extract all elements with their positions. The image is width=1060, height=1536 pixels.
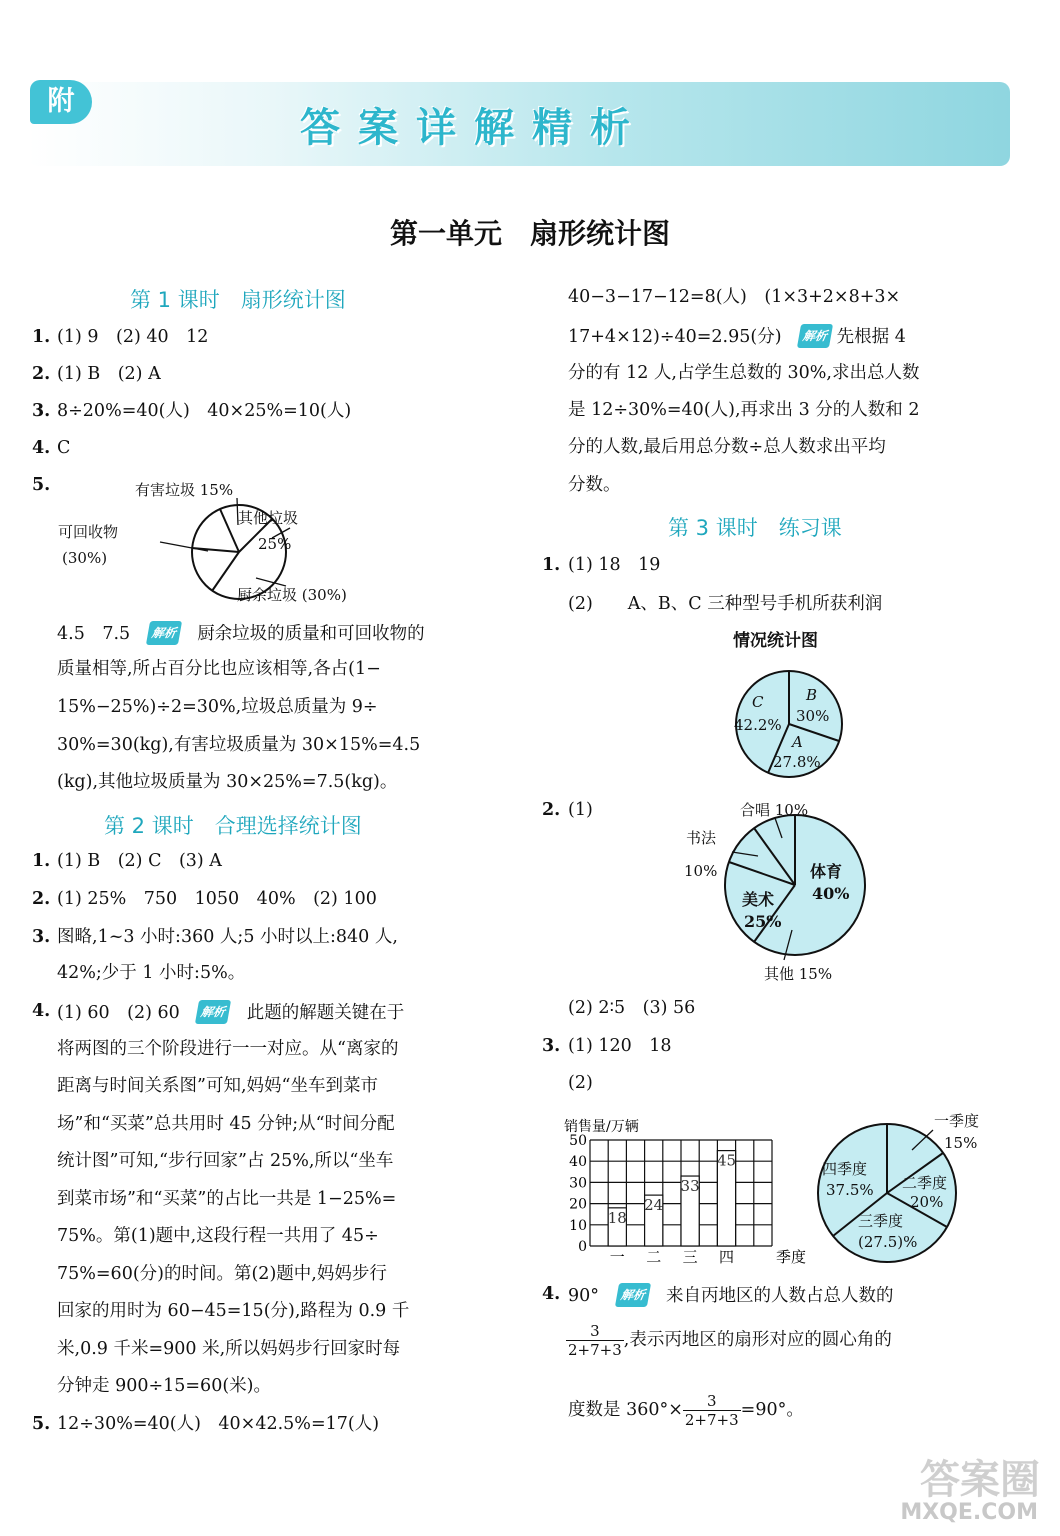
analysis-line: 将两图的三个阶段进行一一对应。从“离家的: [57, 1039, 399, 1059]
pie-label-q3: 三季度: [858, 1212, 904, 1230]
answer-text: [568, 1283, 894, 1307]
q-number: 4.: [32, 1001, 51, 1021]
fraction-denominator: 2+7+3: [568, 1341, 622, 1359]
q-number: 4.: [542, 1284, 561, 1304]
analysis-line: 统计图”可知,“步行回家”占 25%,所以“坐车: [57, 1151, 394, 1171]
analysis-tag: 解析: [146, 621, 182, 645]
q-number: 5.: [32, 1414, 51, 1434]
pie-label-q2: 二季度: [902, 1174, 948, 1192]
x-tick-label: 二: [646, 1248, 662, 1266]
q-number: 1.: [542, 555, 561, 575]
pie-label-pe-pct: 40%: [812, 884, 850, 903]
fraction-numerator: 3: [683, 1392, 741, 1411]
y-tick-label: 30: [569, 1175, 587, 1192]
analysis-line: (kg),其他垃圾质量为 30×25%=7.5(kg)。: [57, 772, 398, 792]
answer-text: (1) 120 18: [568, 1036, 672, 1056]
analysis-tag: 解析: [797, 324, 833, 348]
y-tick-label: 10: [569, 1217, 587, 1234]
answer-text: [57, 1000, 404, 1024]
unit-title: 第一单元 扇形统计图: [389, 217, 670, 250]
bar-value-label: 33: [680, 1177, 700, 1196]
answer-text: (2): [568, 1073, 593, 1093]
analysis-text: 度数是 360°×: [568, 1400, 683, 1420]
answer-text: 12÷30%=40(人) 40×42.5%=17(人): [57, 1414, 380, 1434]
answer-text: (1) 25% 750 1050 40% (2) 100: [57, 889, 377, 909]
answer-text: 8÷20%=40(人) 40×25%=10(人): [57, 401, 352, 421]
analysis-line: [568, 324, 906, 348]
answer-values: 4.5 7.5: [57, 624, 131, 644]
answer-values: 17+4×12)÷40=2.95(分): [568, 327, 782, 347]
pie-label-other: 其他 15%: [764, 965, 833, 983]
x-tick-label: 四: [718, 1248, 735, 1266]
watermark-logo: 答案圈: [920, 1457, 1040, 1503]
pie-label-c: C: [752, 693, 764, 711]
q-number: 5.: [32, 475, 51, 495]
q-number: 2.: [32, 889, 51, 909]
lesson-3-title: 第 3 课时 练习课: [668, 516, 842, 540]
pie-label-q1-pct: 15%: [944, 1134, 978, 1152]
fraction: [683, 1392, 741, 1429]
answer-text: (1) 18 19: [568, 555, 661, 575]
analysis-line: 30%=30(kg),有害垃圾质量为 30×15%=4.5: [57, 735, 421, 755]
analysis-line: 分的人数,最后用总分数÷总人数求出平均: [568, 437, 886, 457]
analysis-text: ,表示丙地区的扇形对应的圆心角的: [623, 1330, 892, 1350]
q-number: 3.: [32, 401, 51, 421]
answer-text: 图略,1~3 小时:360 人;5 小时以上:840 人,: [57, 927, 398, 947]
pie-label-other-pct: 25%: [258, 535, 292, 553]
analysis-tag: 解析: [195, 1000, 231, 1024]
pie-label-choir: 合唱 10%: [740, 801, 809, 819]
analysis-text: 来自丙地区的人数占总人数的: [666, 1286, 894, 1306]
y-axis-label: 销售量/万辆: [564, 1119, 639, 1135]
bar-value-label: 18: [607, 1208, 627, 1227]
y-tick-label: 50: [569, 1133, 587, 1149]
analysis-line: 质量相等,所占百分比也应该相等,各占(1−: [57, 659, 381, 679]
pie-label-art-pct: 25%: [744, 912, 782, 931]
bar-value-label: 24: [644, 1196, 664, 1215]
bar-value-label: 45: [716, 1151, 737, 1170]
q-number: 4.: [32, 438, 51, 458]
answer-text: 42%;少于 1 小时:5%。: [57, 963, 246, 983]
watermark-url: MXQE.COM: [900, 1500, 1038, 1525]
pie-label-art: 美术: [742, 890, 775, 909]
answer-text: (1) B (2) A: [57, 364, 161, 384]
x-tick-label: 三: [682, 1248, 698, 1266]
analysis-line: [568, 1392, 804, 1429]
analysis-text: =90°。: [740, 1400, 804, 1420]
q-number: 1.: [32, 851, 51, 871]
answer-text: (1) B (2) C (3) A: [57, 851, 222, 871]
analysis-line: 回家的用时为 60−45=15(分),路程为 0.9 千: [57, 1301, 410, 1321]
pie-label-q1: 一季度: [934, 1112, 980, 1130]
q-number: 3.: [32, 927, 51, 947]
pie-label-recycle-pct: (30%): [62, 549, 108, 567]
pie-label-other: 其他垃圾: [238, 509, 299, 527]
pie-label-a-pct: 27.8%: [773, 753, 821, 771]
analysis-line: 75%。第(1)题中,这段行程一共用了 45÷: [57, 1226, 379, 1246]
analysis-tag: 解析: [614, 1283, 650, 1307]
fraction-numerator: 3: [566, 1322, 624, 1341]
analysis-line: [566, 1322, 892, 1359]
analysis-text: 此题的解题关键在于: [246, 1003, 405, 1023]
chart-title-line: (2) A、B、C 三种型号手机所获利润: [568, 594, 883, 614]
y-tick-label: 0: [578, 1239, 587, 1255]
analysis-line: 距离与时间关系图”可知,妈妈“坐车到菜市: [57, 1076, 378, 1096]
answer-text: [57, 621, 425, 645]
appendix-badge: 附: [30, 80, 92, 124]
analysis-line: 40−3−17−12=8(人) (1×3+2×8+3×: [568, 287, 901, 307]
pie-label-q3-pct: (27.5)%: [858, 1233, 918, 1251]
pie-label-q4-pct: 37.5%: [826, 1181, 874, 1199]
answer-text: (1) 9 (2) 40 12: [57, 327, 209, 347]
answer-values: (1) 60 (2) 60: [57, 1003, 180, 1023]
fraction-denominator: 2+7+3: [684, 1411, 739, 1429]
analysis-line: 75%=60(分)的时间。第(2)题中,妈妈步行: [57, 1264, 387, 1284]
pie-label-b: B: [806, 686, 818, 704]
pie-label-calligraphy-pct: 10%: [684, 862, 718, 880]
y-tick-label: 40: [569, 1154, 587, 1171]
header-title: 答案详解精析: [300, 105, 648, 151]
x-tick-label: 一: [609, 1248, 625, 1266]
pie-label-calligraphy: 书法: [686, 829, 717, 847]
sales-bar-chart: [560, 1110, 810, 1270]
pie-label-hazard: 有害垃圾 15%: [135, 481, 234, 499]
lesson-2-title: 第 2 课时 合理选择统计图: [104, 814, 362, 838]
answer-text: (2) 2∶5 (3) 56: [568, 998, 696, 1018]
pie-label-b-pct: 30%: [796, 707, 830, 725]
answer-text: C: [57, 438, 71, 458]
answer-values: 90°: [568, 1286, 600, 1306]
pie-label-c-pct: 42.2%: [734, 716, 782, 734]
x-axis-label: 季度: [776, 1248, 807, 1266]
analysis-line: 是 12÷30%=40(人),再求出 3 分的人数和 2: [568, 400, 920, 420]
fraction: [566, 1322, 624, 1359]
q-number: 3.: [542, 1036, 561, 1056]
pie-label-recycle: 可回收物: [58, 523, 119, 541]
answer-text: (1): [568, 800, 593, 820]
analysis-line: 分数。: [568, 475, 621, 495]
analysis-line: 分钟走 900÷15=60(米)。: [57, 1376, 271, 1396]
analysis-text: 先根据 4: [836, 327, 906, 347]
analysis-line: 场”和“买菜”总共用时 45 分钟;从“时间分配: [57, 1114, 395, 1134]
analysis-line: 米,0.9 千米=900 米,所以妈妈步行回家时每: [57, 1339, 401, 1359]
pie-label-kitchen: 厨余垃圾 (30%): [237, 586, 347, 604]
chart-title: 情况统计图: [733, 631, 818, 651]
pie-label-q2-pct: 20%: [910, 1193, 944, 1211]
analysis-line: 到菜市场”和“买菜”的占比一共是 1−25%=: [57, 1189, 397, 1209]
q-number: 2.: [542, 800, 561, 820]
y-tick-label: 20: [569, 1196, 587, 1213]
analysis-text: 厨余垃圾的质量和可回收物的: [197, 624, 425, 644]
q-number: 1.: [32, 327, 51, 347]
analysis-line: 15%−25%)÷2=30%,垃圾总质量为 9÷: [57, 697, 378, 717]
pie-label-a: A: [792, 733, 803, 751]
pie-label-q4: 四季度: [822, 1160, 868, 1178]
analysis-line: 分的有 12 人,占学生总数的 30%,求出总人数: [568, 363, 920, 383]
pie-label-pe: 体育: [810, 862, 843, 881]
lesson-1-title: 第 1 课时 扇形统计图: [130, 288, 346, 312]
q-number: 2.: [32, 364, 51, 384]
